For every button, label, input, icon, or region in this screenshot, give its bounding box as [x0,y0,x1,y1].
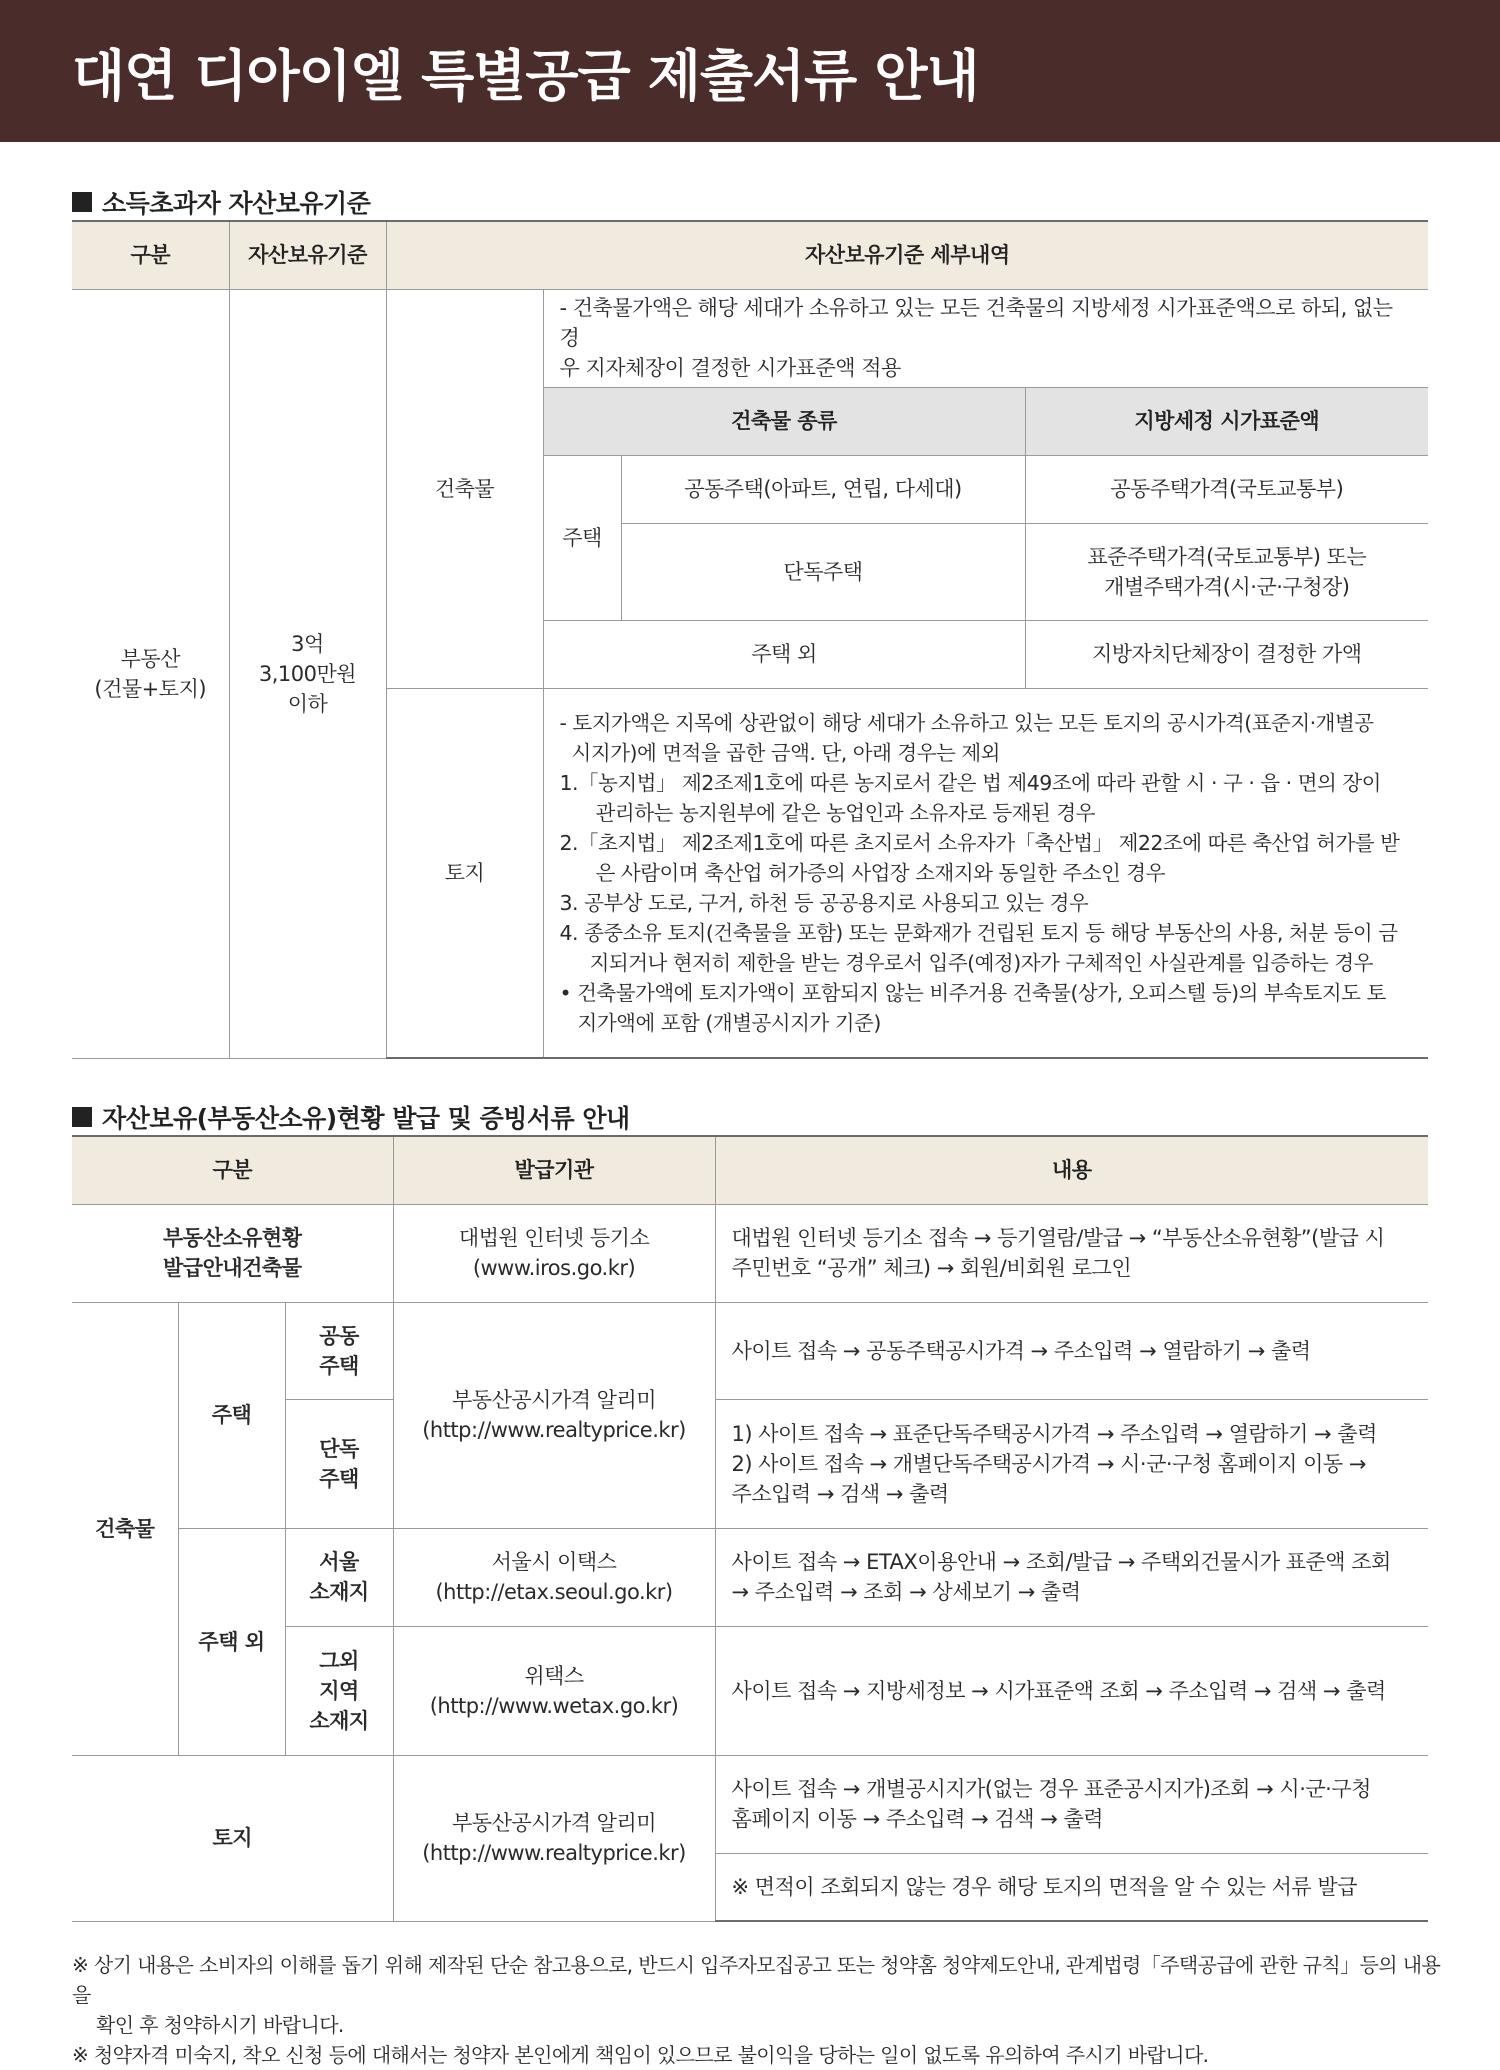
land-detail-line: 4. 종중소유 토지(건축물을 포함) 또는 문화재가 건립된 토지 등 해당 부동산의 사용, 처분 등이 금 [559,920,1398,945]
land-detail [543,688,1428,1058]
house-label: 주택 [178,1302,285,1528]
land-detail-line: 3. 공부상 도로, 구거, 하천 등 공공용지로 사용되고 있는 경우 [559,890,1089,915]
section2-title: 자산보유(부동산소유)현황 발급 및 증빙서류 안내 [102,1104,630,1133]
land-detail-line: 은 사람이며 축산업 허가증의 사업장 소재지와 동일한 주소인 경우 [559,860,1165,885]
col-header-category: 구분 [72,1136,393,1204]
land-detail-line: • 건축물가액에 토지가액이 포함되지 않는 비주거용 건축물(상가, 오피스텔 등)의 부속토지도 토 [559,980,1386,1005]
other-region-content: 사이트 접속 → 지방세정보 → 시가표준액 조회 → 주소입력 → 검색 → 출력 [715,1626,1428,1755]
land-agency: 부동산공시가격 알리미 (http://www.realtyprice.kr) [393,1755,715,1921]
page-title: 대연 디아이엘 특별공급 제출서류 안내 [72,43,979,108]
building-type-cell: 주택 외 [543,620,1025,688]
sub-header-building-type: 건축물 종류 [543,387,1025,455]
apartment-label: 공동 주택 [285,1302,393,1399]
detached-content: 1) 사이트 접속 → 표준단독주택공시가격 → 주소입력 → 열람하기 → 출력 2) 사이트 접속 → 개별단독주택공시가격 → 시·군·구청 홈페이지 이동 → 주소입력 → 검색 → 출력 [715,1399,1428,1528]
square-bullet-icon [72,1107,92,1127]
section2-title-row [72,1099,630,1135]
issuance-table [72,1135,1428,1922]
sub-header-standard-price: 지방세정 시가표준액 [1025,387,1428,455]
building-label: 건축물 [386,289,543,688]
col-header-category: 구분 [72,221,229,289]
land-detail-line: 지가액에 포함 (개별공시지가 기준) [559,1010,881,1035]
non-house-label: 주택 외 [178,1528,285,1755]
footnote-2: ※ 청약자격 미숙지, 착오 신청 등에 대해서는 청약자 본인에게 책임이 있으므로 불이익을 당하는 일이 없도록 유의하여 주시기 바랍니다. [72,2043,1209,2067]
land-detail-line: 시지가)에 면적을 곱한 금액. 단, 아래 경우는 제외 [559,740,1000,765]
seoul-label: 서울 소재지 [285,1528,393,1626]
category-real-estate: 부동산 (건물+토지) [72,289,229,1058]
footnotes [72,1950,1442,2070]
house-label: 주택 [543,455,621,620]
building-type-cell: 단독주택 [621,523,1025,620]
status-content: 대법원 인터넷 등기소 접속 → 등기열람/발급 → “부동산소유현황”(발급 시 주민번호 “공개” 체크) → 회원/비회원 로그인 [715,1204,1428,1302]
land-detail-line: 1.「농지법」 제2조제1호에 따른 농지로서 같은 법 제49조에 따라 관할 시 · 구 · 읍 · 면의 장이 [559,770,1381,795]
land-label: 토지 [72,1755,393,1921]
land-content: 사이트 접속 → 개별공시지가(없는 경우 표준공시지가)조회 → 시·군·구청 홈페이지 이동 → 주소입력 → 검색 → 출력 [715,1755,1428,1853]
building-note: - 건축물가액은 해당 세대가 소유하고 있는 모든 건축물의 지방세정 시가표준액으로 하되, 없는 경 우 지자체장이 결정한 시가표준액 적용 [543,289,1428,387]
other-region-agency: 위택스 (http://www.wetax.go.kr) [393,1626,715,1755]
asset-criteria-table [72,220,1428,1059]
col-header-detail: 자산보유기준 세부내역 [386,221,1428,289]
status-label: 부동산소유현황 발급안내건축물 [72,1204,393,1302]
status-agency: 대법원 인터넷 등기소 (www.iros.go.kr) [393,1204,715,1302]
land-label: 토지 [386,688,543,1058]
criterion-value: 3억 3,100만원 이하 [229,289,386,1058]
land-detail-line: 2.「초지법」 제2조제1호에 따른 초지로서 소유자가「축산법」 제22조에 따른 축산업 허가를 받 [559,830,1400,855]
standard-price-cell: 공동주택가격(국토교통부) [1025,455,1428,523]
footnote-1: ※ 상기 내용은 소비자의 이해를 돕기 위해 제작된 단순 참고용으로, 반드시 입주자모집공고 또는 청약홈 청약제도안내, 관계법령「주택공급에 관한 규칙」등의 내용을 [72,1953,1441,2007]
col-header-content: 내용 [715,1136,1428,1204]
col-header-agency: 발급기관 [393,1136,715,1204]
land-detail-line: 관리하는 농지원부에 같은 농업인과 소유자로 등재된 경우 [559,800,1095,825]
other-region-label: 그외 지역 소재지 [285,1626,393,1755]
footnote-1-cont: 확인 후 청약하시기 바랍니다. [96,2013,344,2037]
apartment-content: 사이트 접속 → 공동주택공시가격 → 주소입력 → 열람하기 → 출력 [715,1302,1428,1399]
seoul-agency: 서울시 이택스 (http://etax.seoul.go.kr) [393,1528,715,1626]
page-header [0,0,1500,142]
section1-title: 소득초과자 자산보유기준 [102,189,371,218]
standard-price-cell: 지방자치단체장이 결정한 가액 [1025,620,1428,688]
house-agency: 부동산공시가격 알리미 (http://www.realtyprice.kr) [393,1302,715,1528]
land-detail-line: - 토지가액은 지목에 상관없이 해당 세대가 소유하고 있는 모든 토지의 공시가격(표준지·개별공 [559,710,1374,735]
detached-label: 단독 주택 [285,1399,393,1528]
land-area-note: ※ 면적이 조회되지 않는 경우 해당 토지의 면적을 알 수 있는 서류 발급 [715,1853,1428,1921]
col-header-criterion: 자산보유기준 [229,221,386,289]
square-bullet-icon [72,192,92,212]
seoul-content: 사이트 접속 → ETAX이용안내 → 조회/발급 → 주택외건물시가 표준액 조회 → 주소입력 → 조회 → 상세보기 → 출력 [715,1528,1428,1626]
building-label: 건축물 [72,1302,178,1755]
building-type-cell: 공동주택(아파트, 연립, 다세대) [621,455,1025,523]
standard-price-cell: 표준주택가격(국토교통부) 또는 개별주택가격(시·군·구청장) [1025,523,1428,620]
section1-title-row [72,184,370,220]
land-detail-line: 지되거나 현저히 제한을 받는 경우로서 입주(예정)자가 구체적인 사실관계를 입증하는 경우 [559,950,1373,975]
